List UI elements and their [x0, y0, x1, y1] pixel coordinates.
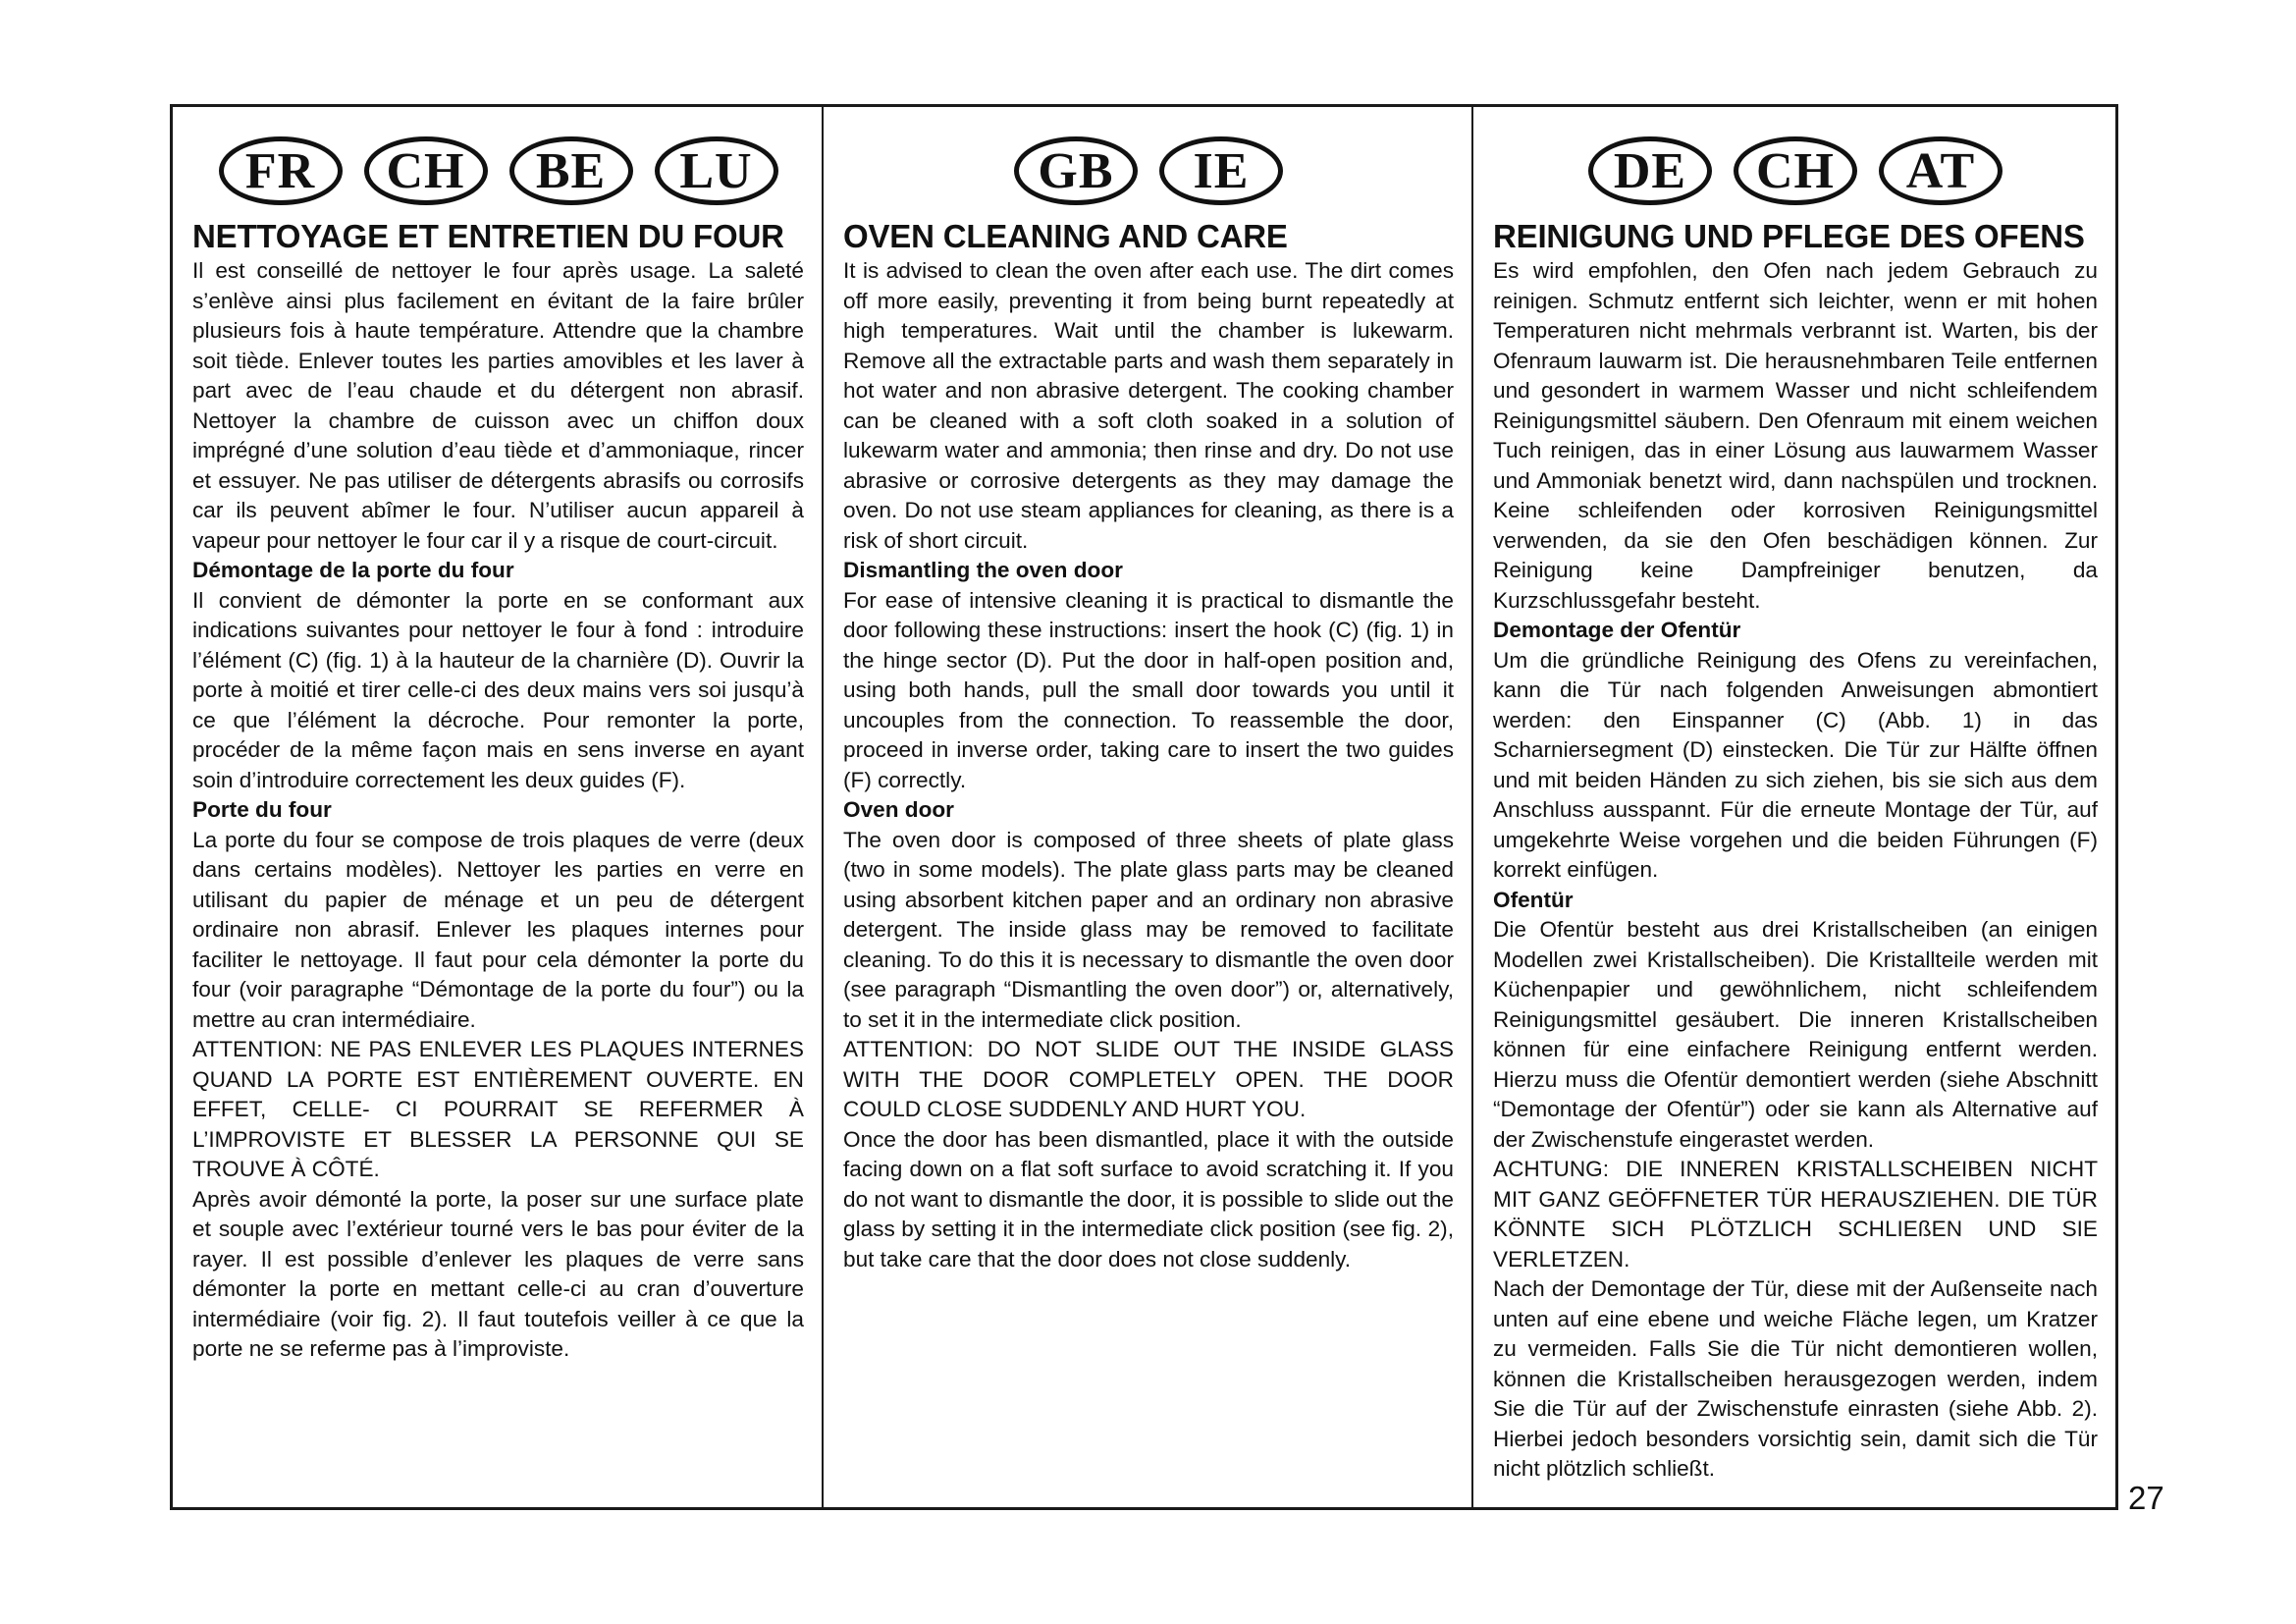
- language-badge: BE: [509, 136, 633, 205]
- language-badges: [843, 127, 1454, 209]
- section-title: NETTOYAGE ET ENTRETIEN DU FOUR: [192, 218, 784, 254]
- language-badge: IE: [1159, 136, 1283, 205]
- section-body: [192, 256, 804, 1365]
- subheading: Oven door: [843, 797, 954, 822]
- subheading: Dismantling the oven door: [843, 558, 1123, 582]
- warning-paragraph: ATTENTION: DO NOT SLIDE OUT THE INSIDE GLASS WITH THE DOOR COMPLETELY OPEN. THE DOOR COULD CLOSE SUDDENLY AND HURT YOU.: [843, 1037, 1454, 1121]
- paragraph: Après avoir démonté la porte, la poser sur une surface plate et souple avec l’extérieur tourné vers le bas pour éviter de la rayer. Il est possible d’enlever les plaques de verre sans démonter la porte en mettant celle-ci au cran d’ouverture intermédiaire (voir fig. 2). Il faut toutefois veiller à ce que la porte ne se referme pas à l’improviste.: [192, 1186, 804, 1361]
- column-de: [1473, 107, 2115, 1507]
- column-gb: [824, 107, 1473, 1507]
- subheading: Démontage de la porte du four: [192, 558, 514, 582]
- section-body: [1493, 256, 2098, 1485]
- paragraph: Nach der Demontage der Tür, diese mit der Außenseite nach unten auf eine ebene und weiche Fläche legen, um Kratzer zu vermeiden. Falls Sie die Tür nicht demontieren wollen, können die Kristallscheiben herausgezogen werden, indem Sie die Tür auf der Zwischenstufe einrasten (siehe Abb. 2). Hierbei jedoch besonders vorsichtig sein, damit sich die Tür nicht plötzlich schließt.: [1493, 1276, 2098, 1481]
- paragraph: La porte du four se compose de trois plaques de verre (deux dans certains modèles). Nettoyer les parties en verre en utilisant du papier de ménage et un peu de détergent ordinaire non abrasif. Enlever les plaques internes pour faciliter le nettoyage. Il faut pour cela démonter la porte du four (voir paragraphe “Démontage de la porte du four”) ou la mettre au cran intermédiaire.: [192, 827, 804, 1032]
- paragraph: The oven door is composed of three sheets of plate glass (two in some models). The plate glass parts may be cleaned using absorbent kitchen paper and an ordinary non abrasive detergent. The inside glass may be removed to facilitate cleaning. To do this it is necessary to dismantle the oven door (see paragraph “Dismantling the oven door”) or, alternatively, to set it in the intermediate click position.: [843, 827, 1454, 1032]
- section-title: REINIGUNG UND PFLEGE DES OFENS: [1493, 218, 2085, 254]
- language-badges: [192, 127, 804, 209]
- section-title: OVEN CLEANING AND CARE: [843, 218, 1288, 254]
- section-body: [843, 256, 1454, 1274]
- paragraph: It is advised to clean the oven after each use. The dirt comes off more easily, preventing it from being burnt repeatedly at high temperatures. Wait until the chamber is lukewarm. Remove all the extractable parts and wash them separately in hot water and non abrasive detergent. The cooking chamber can be cleaned with a soft cloth soaked in a solution of lukewarm water and ammonia; then rinse and dry. Do not use abrasive or corrosive detergents as they may damage the oven. Do not use steam appliances for cleaning, as there is a risk of short circuit.: [843, 258, 1454, 553]
- column-fr: [173, 107, 824, 1507]
- paragraph: For ease of intensive cleaning it is practical to dismantle the door following these instructions: insert the hook (C) (fig. 1) in the hinge sector (D). Put the door in half-open position and, using both hands, pull the small door towards you until it uncouples from the connection. To reassemble the door, proceed in inverse order, taking care to insert the two guides (F) correctly.: [843, 587, 1454, 792]
- language-badge: LU: [655, 136, 778, 205]
- language-badge: AT: [1879, 136, 2002, 205]
- subheading: Porte du four: [192, 797, 332, 822]
- language-badge: DE: [1588, 136, 1712, 205]
- subheading: Ofentür: [1493, 887, 1574, 912]
- language-badge: FR: [219, 136, 343, 205]
- warning-paragraph: ATTENTION: NE PAS ENLEVER LES PLAQUES INTERNES QUAND LA PORTE EST ENTIÈREMENT OUVERTE. EN EFFET, CELLE- CI POURRAIT SE REFERMER À L’IMPROVISTE ET BLESSER LA PERSONNE QUI SE TROUVE À CÔTÉ.: [192, 1037, 804, 1181]
- language-badge: CH: [1734, 136, 1857, 205]
- paragraph: Es wird empfohlen, den Ofen nach jedem Gebrauch zu reinigen. Schmutz entfernt sich leichter, wenn er mit hohen Temperaturen nicht mehrmals verbrannt ist. Warten, bis der Ofenraum lauwarm ist. Die herausnehmbaren Teile entfernen und gesondert in warmem Wasser und nicht schleifendem Reinigungsmittel säubern. Den Ofenraum mit einem weichen Tuch reinigen, das in einer Lösung aus lauwarmem Wasser und Ammoniak benetzt wird, dann nachspülen und trocknen. Keine schleifenden oder korrosiven Reinigungsmittel verwenden, da sie den Ofen beschädigen können. Zur Reinigung keine Dampfreiniger benutzen, da Kurzschlussgefahr besteht.: [1493, 258, 2098, 613]
- paragraph: Il convient de démonter la porte en se conformant aux indications suivantes pour nettoyer le four à fond : introduire l’élément (C) (fig. 1) à la hauteur de la charnière (D). Ouvrir la porte à moitié et tirer celle-ci des deux mains vers soi jusqu’à ce que l’élément la décroche. Pour remonter la porte, procéder de la même façon mais en sens inverse en ayant soin d’introduire correctement les deux guides (F).: [192, 587, 804, 792]
- manual-page-frame: [170, 104, 2118, 1510]
- language-badge: CH: [364, 136, 488, 205]
- subheading: Demontage der Ofentür: [1493, 618, 1741, 642]
- language-badges: [1493, 127, 2098, 209]
- paragraph: Die Ofentür besteht aus drei Kristallscheiben (an einigen Modellen zwei Kristallscheiben). Die Kristallteile werden mit Küchenpapier und gewöhnlichem, nicht schleifendem Reinigungsmittel gesäubert. Die inneren Kristallscheiben können für eine einfachere Reinigung entfernt werden. Hierzu muss die Ofentür demontiert werden (siehe Abschnitt “Demontage der Ofentür”) oder sie kann als Alternative auf der Zwischenstufe eingerastet werden.: [1493, 917, 2098, 1152]
- paragraph: Once the door has been dismantled, place it with the outside facing down on a flat soft surface to avoid scratching it. If you do not want to dismantle the door, it is possible to slide out the glass by setting it in the intermediate click position (see fig. 2), but take care that the door does not close suddenly.: [843, 1126, 1454, 1272]
- paragraph: Il est conseillé de nettoyer le four après usage. La saleté s’enlève ainsi plus facilement en évitant de la faire brûler plusieurs fois à haute température. Attendre que la chambre soit tiède. Enlever toutes les parties amovibles et les laver à part avec de l’eau chaude et du détergent non abrasif. Nettoyer la chambre de cuisson avec un chiffon doux imprégné d’une solution d’eau tiède et d’ammoniaque, rincer et essuyer. Ne pas utiliser de détergents abrasifs ou corrosifs car ils peuvent abîmer le four. N’utiliser aucun appareil à vapeur pour nettoyer le four car il y a risque de court-circuit.: [192, 258, 804, 553]
- language-badge: GB: [1014, 136, 1138, 205]
- paragraph: Um die gründliche Reinigung des Ofens zu vereinfachen, kann die Tür nach folgenden Anweisungen abmontiert werden: den Einspanner (C) (Abb. 1) in das Scharniersegment (D) einstecken. Die Tür zur Hälfte öffnen und mit beiden Händen zu sich ziehen, bis sie sich aus dem Anschluss ausspannt. Für die erneute Montage der Tür, auf umgekehrte Weise vorgehen und die beiden Führungen (F) korrekt einfügen.: [1493, 647, 2098, 882]
- warning-paragraph: ACHTUNG: DIE INNEREN KRISTALLSCHEIBEN NICHT MIT GANZ GEÖFFNETER TÜR HERAUSZIEHEN. DIE TÜR KÖNNTE SICH PLÖTZLICH SCHLIEßEN UND SIE VERLETZEN.: [1493, 1157, 2098, 1272]
- page-number: 27: [2128, 1480, 2164, 1516]
